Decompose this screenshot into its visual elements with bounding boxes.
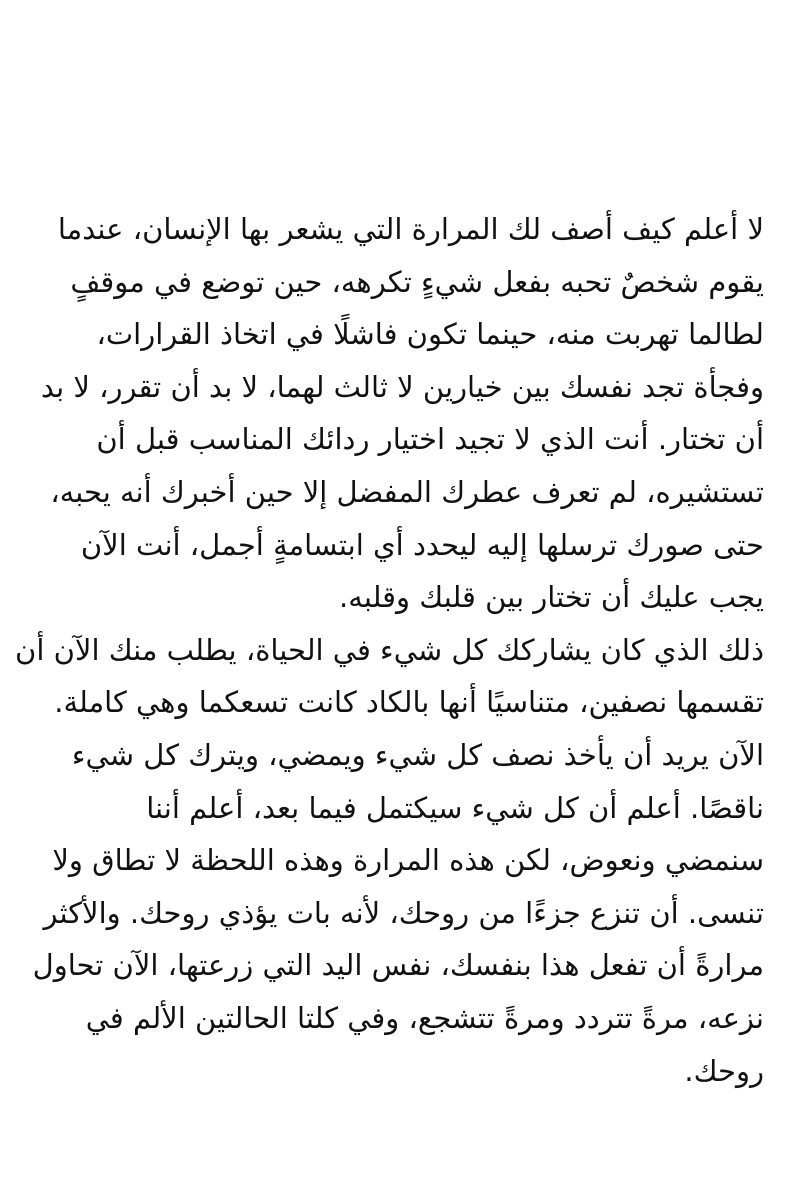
- text-line: ناقصًا. أعلم أن كل شيء سيكتمل فيما بعد، أعلم أننا: [146, 790, 764, 825]
- text-line: مرارةً أن تفعل هذا بنفسك، نفس اليد التي زرعتها، الآن تحاول: [32, 948, 764, 983]
- text-line: الآن يريد أن يأخذ نصف كل شيء ويمضي، ويترك كل شيء: [71, 737, 764, 772]
- text-line: لطالما تهربت منه، حينما تكون فاشلًا في اتخاذ القرارات،: [96, 317, 764, 352]
- text-line: روحك.: [684, 1053, 764, 1088]
- text-line: ذلك الذي كان يشاركك كل شيء في الحياة، يطلب منك الآن أن: [15, 632, 764, 667]
- text-line: سنمضي ونعوض، لكن هذه المرارة وهذه اللحظة لا تطاق ولا: [52, 843, 764, 878]
- arabic-text-body: [15, 203, 764, 1097]
- text-line: تنسى. أن تنزع جزءًا من روحك، لأنه بات يؤذي روحك. والأكثر: [43, 895, 764, 930]
- text-line: يقوم شخصٌ تحبه بفعل شيءٍ تكرهه، حين توضع في موقفٍ: [70, 264, 764, 299]
- text-line: أن تختار. أنت الذي لا تجيد اختيار ردائك المناسب قبل أن: [96, 422, 764, 457]
- text-line: لا أعلم كيف أصف لك المرارة التي يشعر بها الإنسان، عندما: [57, 212, 764, 246]
- text-line: وفجأة تجد نفسك بين خيارين لا ثالث لهما، لا بد أن تقرر، لا بد: [40, 369, 764, 404]
- text-line: تقسمها نصفين، متناسيًا أنها بالكاد كانت تسعكما وهي كاملة.: [54, 685, 764, 720]
- text-line: تستشيره، لم تعرف عطرك المفضل إلا حين أخبرك أنه يحبه،: [50, 474, 764, 509]
- text-line: حتى صورك ترسلها إليه ليحدد أي ابتسامةٍ أجمل، أنت الآن: [80, 527, 764, 562]
- text-line: يجب عليك أن تختار بين قلبك وقلبه.: [339, 580, 764, 615]
- text-line: نزعه، مرةً تتردد ومرةً تتشجع، وفي كلتا الحالتين الألم في: [85, 1000, 764, 1035]
